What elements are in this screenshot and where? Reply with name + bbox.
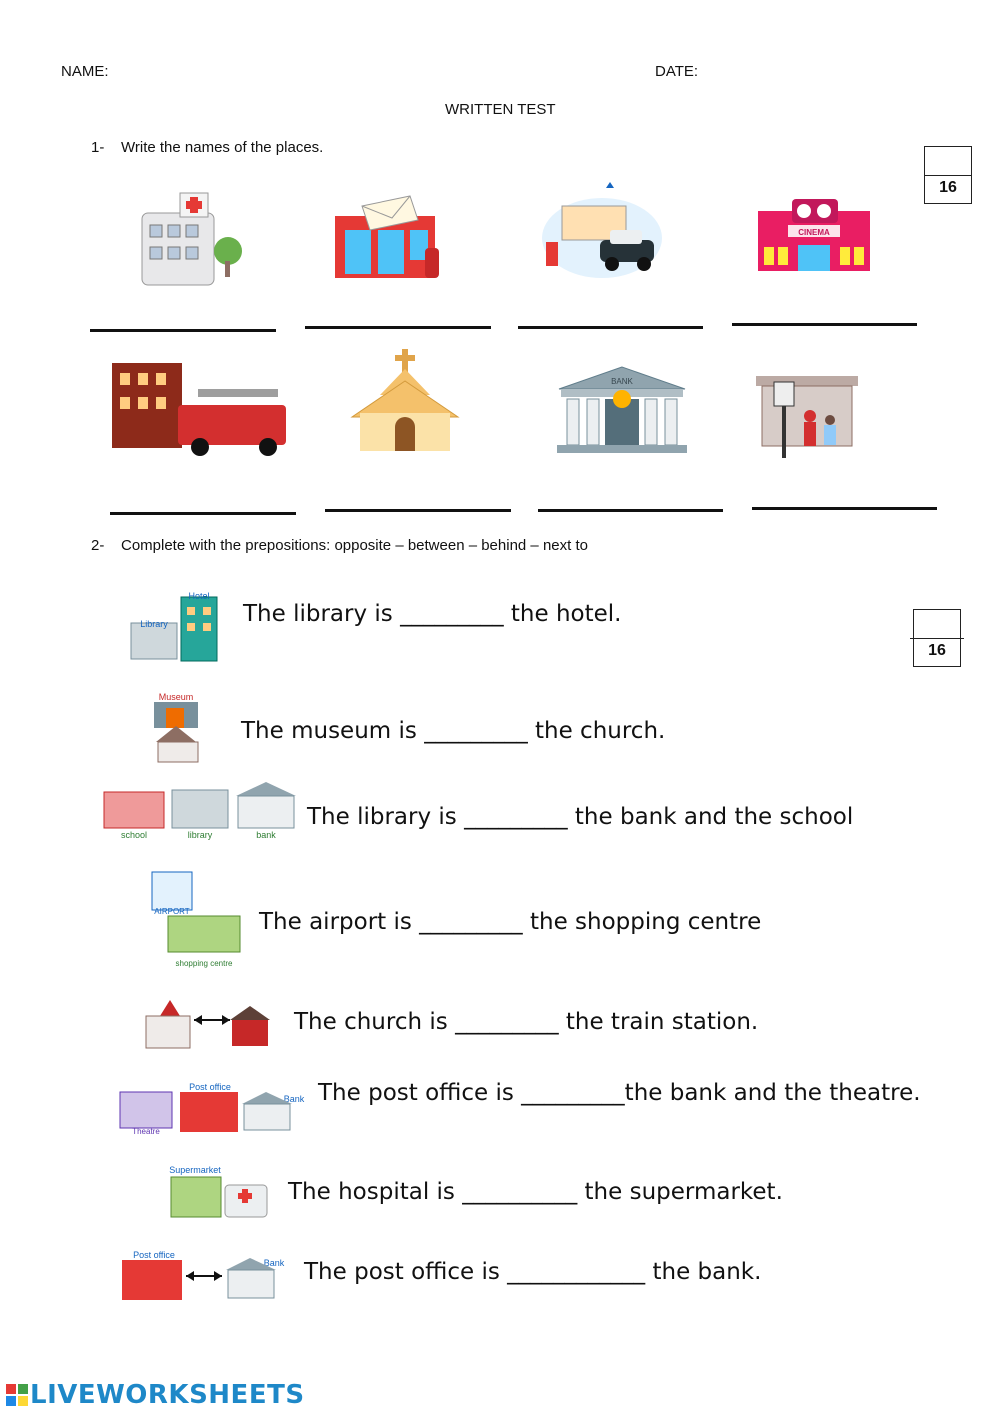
page-title: WRITTEN TEST: [445, 101, 556, 118]
sentence-3-start: The library is: [307, 804, 457, 830]
airport-label: AIRPORT: [154, 907, 190, 916]
library-hotel-icon: [127, 589, 222, 664]
sentence-5-start: The church is: [294, 1009, 448, 1035]
airport-shopping-icon: [148, 866, 244, 976]
answer-line-3[interactable]: [518, 326, 703, 329]
museum-label: Museum: [158, 692, 194, 702]
shopping-label: shopping centre: [175, 959, 233, 968]
sentence-6: [318, 1080, 921, 1106]
liveworksheets-logo-icon: [6, 1384, 28, 1406]
answer-line-6[interactable]: [325, 509, 511, 512]
sentence-1-end: the hotel.: [510, 601, 622, 627]
sentence-3: [307, 804, 853, 830]
fire-station-icon: [108, 353, 288, 458]
museum-church-icon: [150, 690, 205, 765]
sentence-6-end: the bank and the theatre.: [624, 1080, 921, 1106]
section2-score: 16: [928, 642, 946, 659]
sentence-7-blank[interactable]: __________: [462, 1179, 578, 1205]
school-library-bank-icon: [100, 780, 298, 844]
section2-instruction: Complete with the prepositions: opposite – between – behind – next to: [121, 537, 588, 554]
section2-score-box: [913, 609, 961, 667]
library-label: Library: [140, 619, 168, 629]
postoffice-label: Post office: [189, 1082, 231, 1092]
sentence-6-blank[interactable]: _________: [521, 1080, 625, 1106]
section1-instruction: Write the names of the places.: [121, 139, 324, 156]
cinema-icon: [752, 195, 877, 275]
answer-line-1[interactable]: [90, 329, 276, 332]
church-train-station-icon: [138, 998, 273, 1052]
section2-number: 2-: [91, 537, 105, 554]
bus-stop-icon: [752, 372, 862, 462]
name-label: NAME:: [61, 63, 109, 80]
supermarket-label: Supermarket: [169, 1165, 221, 1175]
school-label: school: [120, 830, 148, 840]
sentence-7-end: the supermarket.: [584, 1179, 783, 1205]
sentence-1-blank[interactable]: _________: [400, 601, 504, 627]
cinema-label: CINEMA: [798, 228, 830, 237]
sentence-1-start: The library is: [243, 601, 393, 627]
bank-label-2: bank: [256, 830, 276, 840]
sentence-2-end: the church.: [535, 718, 666, 744]
bank-label: BANK: [611, 377, 633, 386]
postoffice2-label: Post office: [133, 1250, 175, 1260]
sentence-5: [294, 1009, 758, 1035]
sentence-5-end: the train station.: [565, 1009, 759, 1035]
bank-icon: [555, 365, 690, 455]
sentence-1: [243, 601, 621, 627]
footer-brand: LIVEWORKSHEETS: [30, 1380, 305, 1410]
liveworksheets-logo: [6, 1380, 305, 1410]
sentence-8-start: The post office is: [304, 1259, 500, 1285]
post-office-icon: [330, 188, 445, 283]
sentence-3-blank[interactable]: _________: [464, 804, 568, 830]
date-label: DATE:: [655, 63, 699, 80]
sentence-4-end: the shopping centre: [529, 909, 762, 935]
answer-line-2[interactable]: [305, 326, 491, 329]
supermarket-hospital-icon: [165, 1163, 273, 1221]
answer-line-5[interactable]: [110, 512, 296, 515]
answer-line-7[interactable]: [538, 509, 723, 512]
hospital-icon: [130, 185, 245, 290]
theatre-postoffice-bank-icon: [116, 1080, 308, 1136]
postoffice-bank-icon: [118, 1248, 290, 1306]
theatre-label: Theatre: [132, 1127, 160, 1136]
church-icon: [350, 347, 460, 457]
hotel-label: Hotel: [188, 591, 210, 601]
sentence-3-end: the bank and the school: [574, 804, 854, 830]
section1-score: 16: [939, 179, 957, 196]
sentence-2-start: The museum is: [241, 718, 417, 744]
sentence-6-start: The post office is: [318, 1080, 514, 1106]
sentence-7-start: The hospital is: [288, 1179, 455, 1205]
section1-score-box: [924, 146, 972, 204]
sentence-8-end: the bank.: [652, 1259, 762, 1285]
answer-line-8[interactable]: [752, 507, 937, 510]
answer-line-4[interactable]: [732, 323, 917, 326]
bank2-label: Bank: [283, 1094, 305, 1104]
section1-number: 1-: [91, 139, 105, 156]
sentence-7: [288, 1179, 783, 1205]
sentence-2-blank[interactable]: _________: [424, 718, 528, 744]
sentence-4-blank[interactable]: _________: [419, 909, 523, 935]
sentence-4: [259, 909, 761, 935]
sentence-8-blank[interactable]: ____________: [507, 1259, 646, 1285]
bank3-label: Bank: [263, 1258, 285, 1268]
sentence-4-start: The airport is: [259, 909, 412, 935]
sentence-2: [241, 718, 665, 744]
sentence-5-blank[interactable]: _________: [455, 1009, 559, 1035]
library2-label: library: [187, 830, 213, 840]
sentence-8: [304, 1259, 761, 1285]
police-station-icon: [540, 180, 665, 280]
